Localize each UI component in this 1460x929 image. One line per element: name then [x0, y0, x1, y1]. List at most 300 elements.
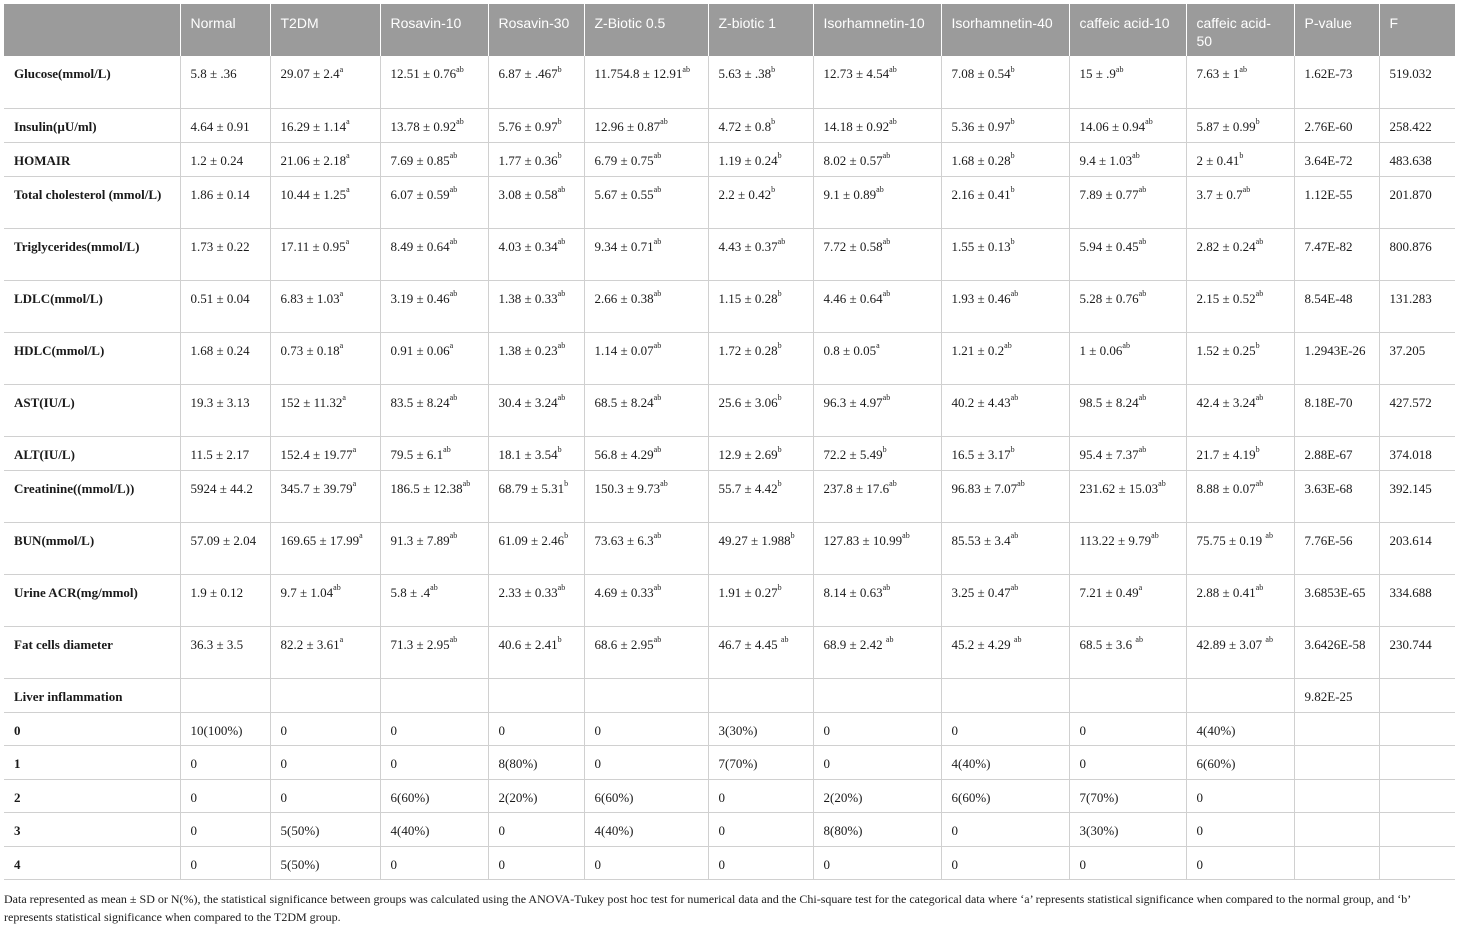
cell-value: 11.5 ± 2.17 — [190, 446, 250, 462]
table-cell — [1069, 678, 1186, 712]
cell-value: 0 — [190, 823, 197, 838]
cell-value: 0 — [594, 856, 601, 872]
cell-value: 4.64 ± 0.91 — [190, 118, 250, 134]
significance-superscript: ab — [1132, 151, 1140, 161]
cell-value: 11.754.8 ± 12.91 — [594, 66, 683, 81]
cell-value: 5.87 ± 0.99 — [1196, 118, 1256, 134]
table-cell — [488, 779, 584, 813]
cell-value: 0 — [14, 722, 21, 738]
significance-superscript: ab — [1239, 64, 1247, 74]
cell-value: 483.638 — [1389, 152, 1432, 168]
significance-superscript: b — [557, 635, 562, 645]
cell-value: 4.72 ± 0.8 — [718, 118, 772, 134]
cell-value: 2.88E-67 — [1304, 446, 1353, 462]
cell-value: 4(40%) — [1196, 722, 1236, 738]
table-cell — [584, 176, 708, 228]
significance-superscript: ab — [333, 583, 341, 593]
significance-superscript: ab — [449, 393, 458, 403]
significance-superscript: ab — [557, 237, 566, 247]
cell-value: 68.5 ± 3.6 — [1079, 636, 1136, 652]
cell-value: 374.018 — [1389, 446, 1432, 462]
table-cell — [380, 746, 488, 780]
row-label-cell — [4, 846, 180, 880]
table-cell — [270, 712, 380, 746]
table-cell — [180, 779, 270, 813]
cell-value: 7.08 ± 0.54 — [951, 66, 1011, 81]
table-cell — [488, 384, 584, 436]
table-cell — [270, 384, 380, 436]
cell-value: 7.69 ± 0.85 — [390, 152, 450, 168]
table-row — [4, 332, 1455, 384]
table-cell — [180, 56, 270, 108]
table-cell — [1069, 813, 1186, 847]
cell-value: 1.38 ± 0.33 — [498, 290, 558, 306]
header-cell: Rosavin-10 — [380, 4, 488, 56]
table-cell — [380, 846, 488, 880]
cell-value: 10.44 ± 1.25 — [280, 186, 347, 202]
table-cell — [380, 712, 488, 746]
significance-superscript: a — [339, 64, 344, 74]
table-row — [4, 436, 1455, 470]
significance-superscript: a — [339, 289, 344, 299]
cell-value: 150.3 ± 9.73 — [594, 480, 661, 496]
cell-value: 14.18 ± 0.92 — [823, 118, 890, 134]
significance-superscript: b — [1255, 341, 1260, 351]
table-cell — [708, 746, 813, 780]
significance-superscript: ab — [1145, 117, 1153, 127]
row-label-cell — [4, 779, 180, 813]
significance-superscript: ab — [1115, 64, 1124, 74]
table-cell — [1379, 779, 1455, 813]
table-row — [4, 678, 1455, 712]
table-cell — [488, 522, 584, 574]
table-cell — [270, 280, 380, 332]
significance-superscript: b — [564, 479, 569, 489]
table-cell — [1186, 746, 1294, 780]
cell-value: 9.7 ± 1.04 — [280, 584, 334, 600]
table-cell — [1069, 522, 1186, 574]
table-cell — [488, 436, 584, 470]
cell-value: 68.6 ± 2.95 — [594, 636, 654, 652]
table-cell — [584, 436, 708, 470]
cell-value: 13.78 ± 0.92 — [390, 118, 457, 134]
cell-value: 2.76E-60 — [1304, 118, 1353, 134]
table-cell — [941, 746, 1069, 780]
significance-superscript: ab — [780, 635, 789, 645]
table-cell — [1294, 176, 1379, 228]
table-cell — [1186, 678, 1294, 712]
table-cell — [270, 626, 380, 678]
table-cell — [488, 746, 584, 780]
significance-superscript: b — [777, 479, 782, 489]
table-cell — [380, 436, 488, 470]
table-cell — [584, 142, 708, 176]
significance-superscript: ab — [1138, 185, 1147, 195]
header-cell — [4, 4, 180, 56]
cell-value: 1.19 ± 0.24 — [718, 152, 778, 168]
cell-value: BUN(mmol/L) — [14, 532, 95, 548]
cell-value: 12.96 ± 0.87 — [594, 118, 661, 134]
significance-superscript: ab — [443, 445, 451, 455]
cell-value: 8.18E-70 — [1304, 394, 1353, 410]
cell-value: 75.75 ± 0.19 — [1196, 532, 1266, 548]
table-cell — [1186, 384, 1294, 436]
significance-superscript: b — [771, 185, 776, 195]
table-cell — [1294, 712, 1379, 746]
row-label-cell — [4, 626, 180, 678]
table-cell — [1294, 228, 1379, 280]
cell-value: 3.7 ± 0.7 — [1196, 186, 1243, 202]
header-cell: F — [1379, 4, 1455, 56]
cell-value: 5(50%) — [280, 856, 320, 872]
table-cell — [941, 626, 1069, 678]
table-cell — [1069, 436, 1186, 470]
table-cell — [708, 813, 813, 847]
cell-value: 0 — [280, 789, 287, 805]
row-label-cell — [4, 108, 180, 142]
significance-superscript: a — [339, 635, 344, 645]
table-cell — [1379, 522, 1455, 574]
cell-value: 4.43 ± 0.37 — [718, 238, 778, 254]
table-cell — [270, 56, 380, 108]
cell-value: 73.63 ± 6.3 — [594, 532, 654, 548]
table-cell — [1069, 108, 1186, 142]
cell-value: 4.69 ± 0.33 — [594, 584, 654, 600]
cell-value: 17.11 ± 0.95 — [280, 238, 346, 254]
table-cell — [1379, 436, 1455, 470]
table-cell — [380, 332, 488, 384]
cell-value: 201.870 — [1389, 186, 1432, 202]
cell-value: 4 — [14, 856, 21, 872]
table-cell — [1069, 280, 1186, 332]
table-cell — [584, 108, 708, 142]
cell-value: 5.8 ± .36 — [190, 66, 237, 81]
table-cell — [941, 228, 1069, 280]
cell-value: 6.83 ± 1.03 — [280, 290, 340, 306]
significance-superscript: b — [771, 117, 776, 127]
table-cell — [488, 142, 584, 176]
cell-value: 7(70%) — [718, 756, 758, 771]
cell-value: 4.03 ± 0.34 — [498, 238, 558, 254]
header-cell: Isorhamnetin-10 — [813, 4, 941, 56]
cell-value: Creatinine((mmol/L)) — [14, 480, 135, 496]
significance-superscript: ab — [1010, 583, 1019, 593]
row-label-cell — [4, 436, 180, 470]
cell-value: 0 — [498, 722, 505, 738]
cell-value: 1 — [14, 756, 21, 771]
table-cell — [380, 779, 488, 813]
table-cell — [813, 436, 941, 470]
table-cell — [813, 678, 941, 712]
table-cell — [270, 522, 380, 574]
cell-value: 203.614 — [1389, 532, 1432, 548]
significance-superscript: b — [1010, 237, 1015, 247]
table-cell — [708, 56, 813, 108]
table-cell — [180, 280, 270, 332]
table-cell — [180, 142, 270, 176]
table-cell — [813, 779, 941, 813]
table-cell — [488, 626, 584, 678]
table-cell — [180, 846, 270, 880]
cell-value: 186.5 ± 12.38 — [390, 480, 463, 496]
cell-value: 4(40%) — [390, 823, 430, 838]
table-cell — [584, 522, 708, 574]
table-cell — [584, 228, 708, 280]
cell-value: 71.3 ± 2.95 — [390, 636, 450, 652]
table-cell — [941, 846, 1069, 880]
table-cell — [1069, 574, 1186, 626]
cell-value: 1.91 ± 0.27 — [718, 584, 778, 600]
table-cell — [380, 108, 488, 142]
table-cell — [1294, 280, 1379, 332]
cell-value: 9.34 ± 0.71 — [594, 238, 654, 254]
header-cell: Z-Biotic 0.5 — [584, 4, 708, 56]
significance-superscript: a — [346, 185, 350, 195]
table-cell — [1294, 384, 1379, 436]
row-label-cell — [4, 712, 180, 746]
table-cell — [813, 56, 941, 108]
cell-value: 5.28 ± 0.76 — [1079, 290, 1139, 306]
cell-value: 46.7 ± 4.45 — [718, 636, 781, 652]
table-cell — [1069, 176, 1186, 228]
significance-superscript: ab — [653, 341, 662, 351]
table-cell — [813, 228, 941, 280]
table-cell — [1379, 228, 1455, 280]
table-cell — [270, 574, 380, 626]
cell-value: 152.4 ± 19.77 — [280, 446, 353, 462]
cell-value: 0 — [823, 756, 830, 771]
cell-value: 0 — [190, 789, 197, 805]
header-cell: caffeic acid-50 — [1186, 4, 1294, 56]
cell-value: 36.3 ± 3.5 — [190, 636, 244, 652]
table-cell — [708, 779, 813, 813]
significance-superscript: ab — [889, 64, 897, 74]
table-row — [4, 108, 1455, 142]
cell-value: 334.688 — [1389, 584, 1432, 600]
table-cell — [1186, 813, 1294, 847]
cell-value: 2 ± 0.41 — [1196, 152, 1240, 168]
row-label-cell — [4, 522, 180, 574]
cell-value: 6(60%) — [594, 789, 634, 805]
table-cell — [1294, 332, 1379, 384]
table-cell — [1069, 626, 1186, 678]
cell-value: 0 — [190, 856, 197, 872]
cell-value: 21.06 ± 2.18 — [280, 152, 347, 168]
cell-value: 0.91 ± 0.06 — [390, 342, 450, 358]
cell-value: 96.83 ± 7.07 — [951, 480, 1018, 496]
cell-value: 8.14 ± 0.63 — [823, 584, 883, 600]
significance-superscript: ab — [1158, 479, 1166, 489]
cell-value: 10(100%) — [190, 722, 243, 738]
table-cell — [941, 678, 1069, 712]
cell-value: 1.2 ± 0.24 — [190, 152, 244, 168]
table-cell — [708, 332, 813, 384]
table-cell — [1294, 574, 1379, 626]
cell-value: 2.2 ± 0.42 — [718, 186, 772, 202]
table-cell — [180, 332, 270, 384]
significance-superscript: ab — [1138, 445, 1147, 455]
cell-value: 12.9 ± 2.69 — [718, 446, 778, 462]
header-cell: Normal — [180, 4, 270, 56]
significance-superscript: ab — [1010, 289, 1019, 299]
table-row — [4, 176, 1455, 228]
cell-value: 61.09 ± 2.46 — [498, 532, 565, 548]
table-cell — [813, 522, 941, 574]
cell-value: 16.5 ± 3.17 — [951, 446, 1011, 462]
cell-value: 9.1 ± 0.89 — [823, 186, 877, 202]
table-cell — [180, 522, 270, 574]
significance-superscript: ab — [449, 237, 458, 247]
table-cell — [941, 280, 1069, 332]
cell-value: 3(30%) — [1079, 823, 1119, 838]
significance-superscript: ab — [876, 185, 884, 195]
significance-superscript: b — [777, 151, 782, 161]
cell-value: 3.08 ± 0.58 — [498, 186, 558, 202]
significance-superscript: b — [771, 64, 776, 74]
cell-value: 96.3 ± 4.97 — [823, 394, 883, 410]
table-cell — [270, 436, 380, 470]
cell-value: 55.7 ± 4.42 — [718, 480, 778, 496]
row-label-cell — [4, 384, 180, 436]
cell-value: 1.38 ± 0.23 — [498, 342, 558, 358]
cell-value: 0 — [951, 722, 958, 738]
table-cell — [813, 280, 941, 332]
cell-value: HDLC(mmol/L) — [14, 342, 105, 358]
table-cell — [180, 746, 270, 780]
cell-value: 1.12E-55 — [1304, 186, 1353, 202]
table-cell — [813, 332, 941, 384]
table-cell — [270, 108, 380, 142]
table-row — [4, 626, 1455, 678]
cell-value: 8.88 ± 0.07 — [1196, 480, 1256, 496]
significance-superscript: ab — [653, 393, 662, 403]
table-row — [4, 574, 1455, 626]
significance-superscript: ab — [889, 479, 897, 489]
table-cell — [941, 712, 1069, 746]
table-cell — [1379, 678, 1455, 712]
cell-value: HOMAIR — [14, 152, 71, 168]
results-table-container — [4, 4, 1455, 880]
table-row — [4, 522, 1455, 574]
significance-superscript: b — [777, 445, 782, 455]
table-cell — [584, 56, 708, 108]
significance-superscript: ab — [449, 289, 458, 299]
table-cell — [941, 436, 1069, 470]
table-cell — [488, 280, 584, 332]
results-table — [4, 4, 1455, 880]
table-cell — [1186, 626, 1294, 678]
cell-value: 152 ± 11.32 — [280, 394, 343, 410]
significance-superscript: b — [557, 151, 562, 161]
significance-superscript: b — [1239, 151, 1244, 161]
cell-value: 3.25 ± 0.47 — [951, 584, 1011, 600]
significance-superscript: ab — [653, 635, 662, 645]
table-cell — [708, 228, 813, 280]
table-cell — [180, 176, 270, 228]
cell-value: 4.46 ± 0.64 — [823, 290, 883, 306]
cell-value: 8.54E-48 — [1304, 290, 1353, 306]
significance-superscript: ab — [557, 341, 566, 351]
table-cell — [1379, 470, 1455, 522]
cell-value: 29.07 ± 2.4 — [280, 66, 340, 81]
table-cell — [1294, 813, 1379, 847]
table-cell — [1186, 712, 1294, 746]
significance-superscript: ab — [682, 64, 690, 74]
cell-value: 8.02 ± 0.57 — [823, 152, 883, 168]
cell-value: 231.62 ± 15.03 — [1079, 480, 1159, 496]
table-cell — [380, 470, 488, 522]
table-cell — [1069, 228, 1186, 280]
table-cell — [488, 813, 584, 847]
table-row — [4, 846, 1455, 880]
table-cell — [1379, 108, 1455, 142]
table-cell — [1186, 176, 1294, 228]
table-cell — [1186, 436, 1294, 470]
cell-value: 0 — [498, 823, 505, 838]
table-cell — [941, 176, 1069, 228]
cell-value: 3.6853E-65 — [1304, 584, 1366, 600]
table-cell — [380, 626, 488, 678]
cell-value: 72.2 ± 5.49 — [823, 446, 883, 462]
table-cell — [584, 712, 708, 746]
significance-superscript: ab — [882, 151, 891, 161]
cell-value: 0 — [190, 756, 197, 771]
cell-value: 6.79 ± 0.75 — [594, 152, 654, 168]
table-cell — [1379, 846, 1455, 880]
significance-superscript: ab — [660, 479, 668, 489]
cell-value: 0 — [1196, 823, 1203, 838]
table-row — [4, 813, 1455, 847]
significance-superscript: a — [339, 341, 344, 351]
cell-value: 427.572 — [1389, 394, 1432, 410]
table-cell — [380, 142, 488, 176]
cell-value: Fat cells diameter — [14, 636, 113, 652]
cell-value: 1.68 ± 0.28 — [951, 152, 1011, 168]
cell-value: 1.72 ± 0.28 — [718, 342, 778, 358]
cell-value: 7.21 ± 0.49 — [1079, 584, 1139, 600]
table-cell — [380, 384, 488, 436]
significance-superscript: a — [346, 151, 350, 161]
significance-superscript: ab — [557, 583, 566, 593]
significance-superscript: a — [359, 531, 363, 541]
cell-value: 0 — [718, 856, 725, 872]
cell-value: 0.51 ± 0.04 — [190, 290, 250, 306]
table-cell — [941, 470, 1069, 522]
significance-superscript: b — [1010, 151, 1015, 161]
cell-value: 98.5 ± 8.24 — [1079, 394, 1139, 410]
cell-value: 519.032 — [1389, 66, 1432, 81]
row-label-cell — [4, 746, 180, 780]
cell-value: 392.145 — [1389, 480, 1432, 496]
table-cell — [270, 228, 380, 280]
table-cell — [813, 142, 941, 176]
significance-superscript: ab — [1138, 237, 1147, 247]
table-cell — [708, 176, 813, 228]
cell-value: 7.63 ± 1 — [1196, 66, 1240, 81]
cell-value: 1.2943E-26 — [1304, 342, 1366, 358]
cell-value: Liver inflammation — [14, 688, 123, 704]
table-cell — [180, 436, 270, 470]
significance-superscript: ab — [1265, 635, 1273, 645]
cell-value: 7.89 ± 0.77 — [1079, 186, 1139, 202]
significance-superscript: ab — [456, 64, 464, 74]
significance-superscript: ab — [1004, 341, 1012, 351]
significance-superscript: ab — [882, 237, 891, 247]
table-cell — [1379, 280, 1455, 332]
cell-value: 2.16 ± 0.41 — [951, 186, 1011, 202]
cell-value: 131.283 — [1389, 290, 1432, 306]
table-cell — [813, 574, 941, 626]
